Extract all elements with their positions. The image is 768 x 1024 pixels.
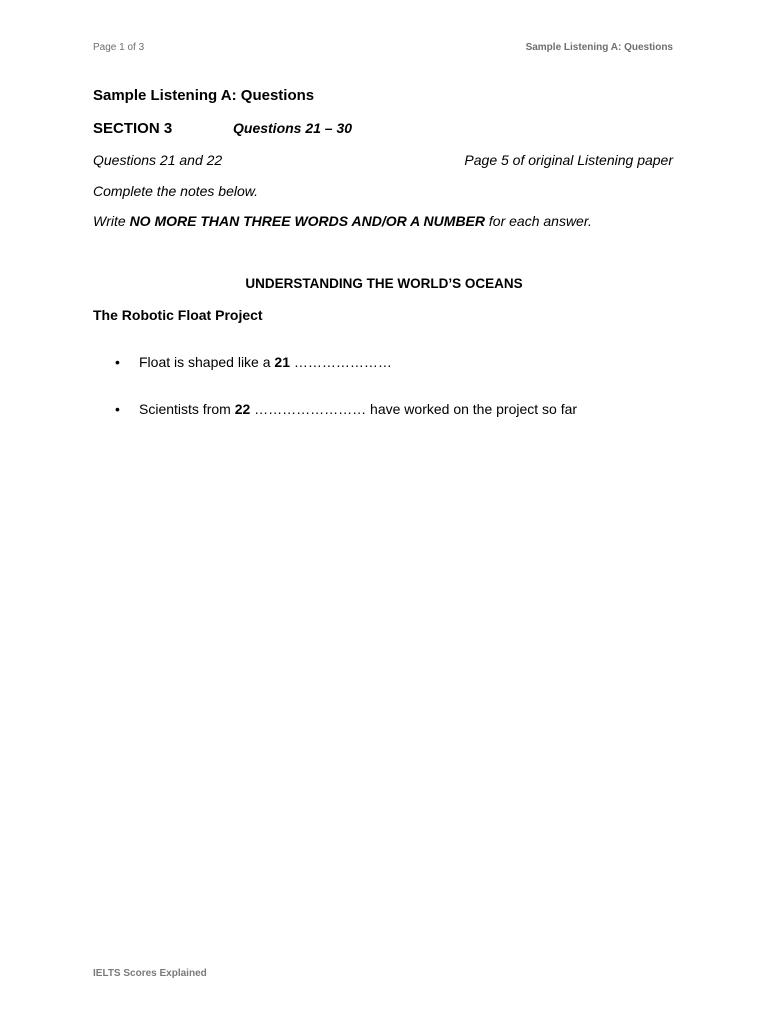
item-suffix: have worked on the project so far bbox=[366, 401, 578, 417]
item-prefix: Float is shaped like a bbox=[139, 354, 275, 370]
footer-text: IELTS Scores Explained bbox=[93, 968, 207, 979]
question-number: 22 bbox=[234, 401, 251, 417]
notes-subheading: The Robotic Float Project bbox=[93, 307, 263, 323]
answer-blank: ………………… bbox=[289, 354, 392, 370]
question-range: Questions 21 and 22 bbox=[93, 152, 223, 168]
instruction-suffix: for each answer. bbox=[485, 213, 592, 229]
section-label: SECTION 3 bbox=[93, 120, 173, 137]
section-row bbox=[93, 120, 693, 137]
instruction-word-limit bbox=[93, 213, 592, 229]
item-text bbox=[139, 401, 577, 417]
instruction-prefix: Write bbox=[93, 213, 130, 229]
instruction-emphasis: NO MORE THAN THREE WORDS AND/OR A NUMBER bbox=[129, 213, 485, 229]
header-doc-title: Sample Listening A: Questions bbox=[525, 42, 673, 53]
question-number: 21 bbox=[274, 354, 290, 370]
bullet-icon: • bbox=[115, 354, 120, 370]
answer-blank: …………………… bbox=[250, 401, 367, 417]
item-text bbox=[139, 354, 392, 370]
section-questions: Questions 21 – 30 bbox=[233, 120, 353, 136]
list-item bbox=[115, 401, 577, 417]
source-page: Page 5 of original Listening paper bbox=[464, 152, 673, 168]
page-title: Sample Listening A: Questions bbox=[93, 87, 315, 104]
bullet-icon: • bbox=[115, 401, 120, 417]
item-prefix: Scientists from bbox=[139, 401, 235, 417]
instruction-complete-notes: Complete the notes below. bbox=[93, 183, 258, 199]
notes-heading: UNDERSTANDING THE WORLD’S OCEANS bbox=[245, 276, 523, 291]
list-item bbox=[115, 354, 392, 370]
page-indicator: Page 1 of 3 bbox=[93, 42, 145, 53]
